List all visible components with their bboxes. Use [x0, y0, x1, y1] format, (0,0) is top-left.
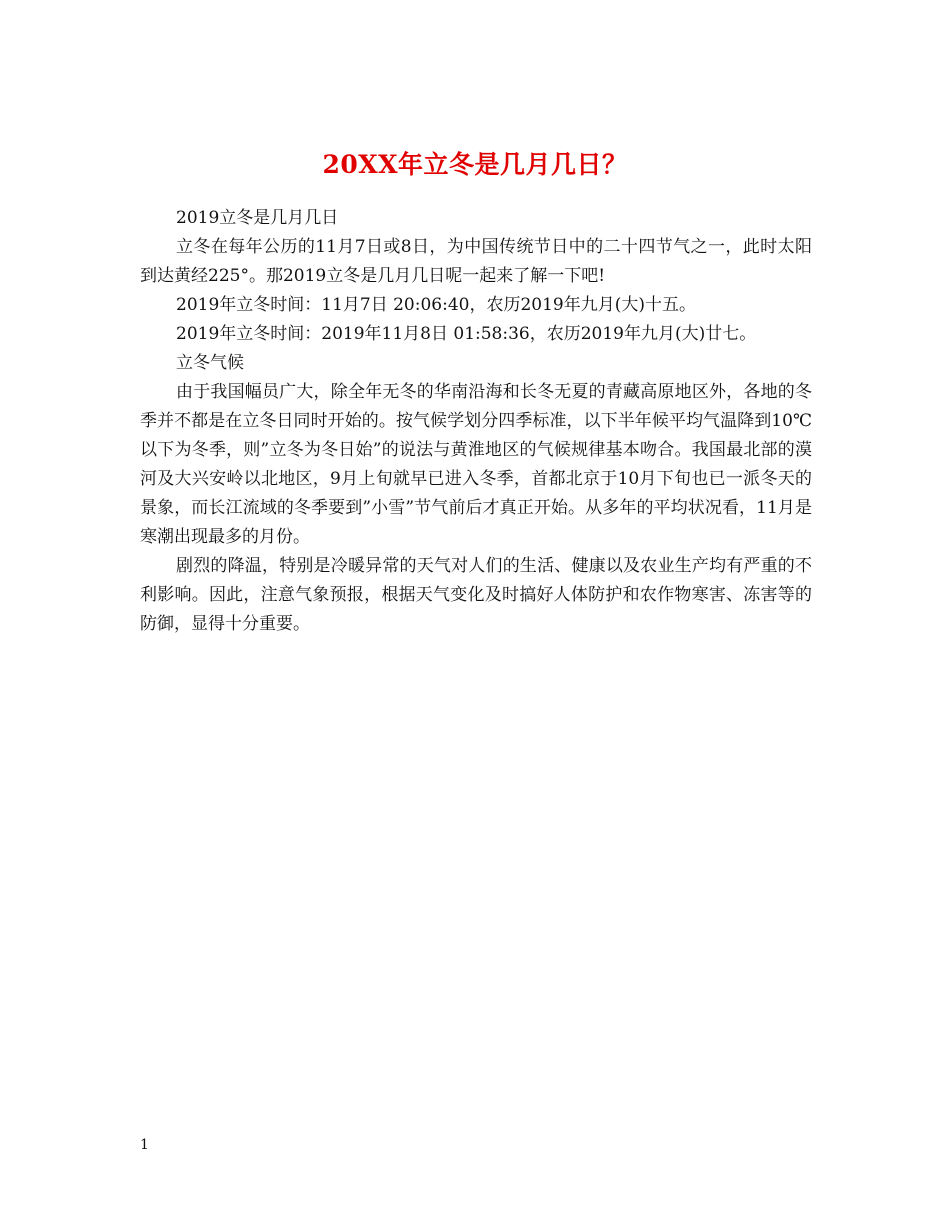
paragraph-subheading-climate: 立冬气候	[176, 353, 244, 373]
paragraph-time-1: 2019年立冬时间：11月7日 20:06:40，农历2019年九月(大)十五。	[176, 295, 696, 315]
paragraph-climate: 由于我国幅员广大，除全年无冬的华南沿海和长冬无夏的青藏高原地区外，各地的冬季并不都是在立冬日同时开始的。按气候学划分四季标准，以下半年候平均气温降到10℃以下为冬季，则”立冬为冬日始”的说法与黄淮地区的气候规律基本吻合。我国最北部的漠河及大兴安岭以北地区，9月上旬就早已进入冬季，首都北京于10月下旬也已一派冬天的景象，而长江流域的冬季要到”小雪”节气前后才真正开始。从多年的平均状况看，11月是寒潮出现最多的月份。	[140, 382, 812, 547]
paragraph-time-2: 2019年立冬时间：2019年11月8日 01:58:36，农历2019年九月(大)廿七。	[176, 324, 757, 344]
paragraph-impact: 剧烈的降温，特别是冷暖异常的天气对人们的生活、健康以及农业生产均有严重的不利影响。因此，注意气象预报，根据天气变化及时搞好人体防护和农作物寒害、冻害等的防御，显得十分重要。	[140, 556, 812, 634]
document-title: 20XX年立冬是几月几日？	[322, 149, 628, 179]
paragraph-subheading-date: 2019立冬是几月几日	[176, 208, 339, 228]
page-number: 1	[140, 1137, 149, 1153]
document-body	[140, 204, 812, 639]
paragraph-intro: 立冬在每年公历的11月7日或8日，为中国传统节日中的二十四节气之一，此时太阳到达黄经225°。那2019立冬是几月几日呢一起来了解一下吧!	[140, 237, 812, 286]
